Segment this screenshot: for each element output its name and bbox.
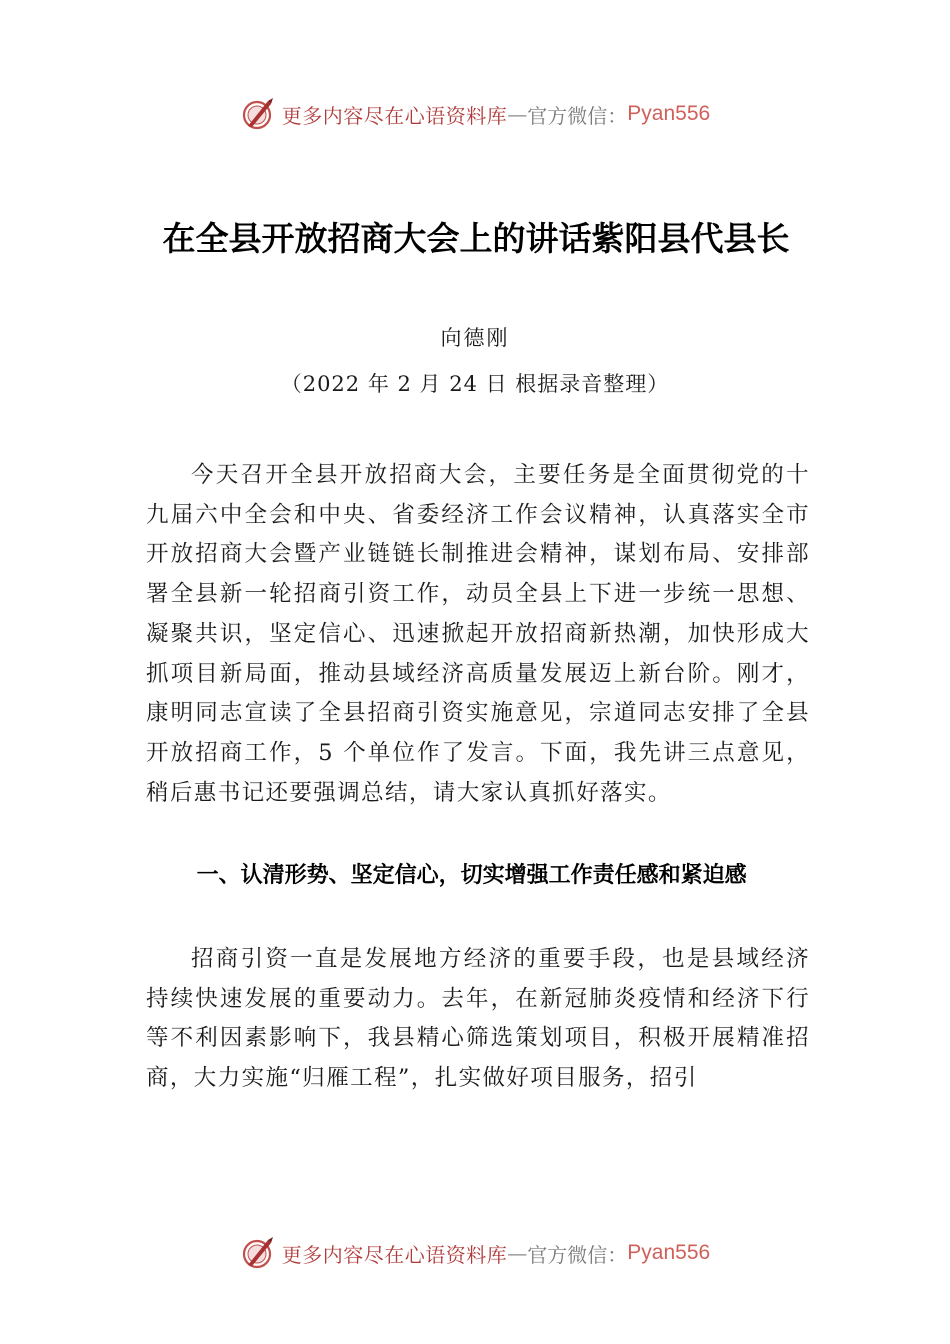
body-paragraph: 招商引资一直是发展地方经济的重要手段，也是县域经济持续快速发展的重要动力。去年，在新冠肺炎疫情和经济下行等不利因素影响下，我县精心筛选策划项目，积极开展精准招商，大力实施“归雁工程”，扎实做好项目服务，招引 [146,946,810,1092]
watermark-wechat-label: 官方微信： [527,103,628,128]
watermark-banner-top [0,94,950,134]
document-title: 在全县开放招商大会上的讲话紫阳县代县长 [162,219,790,258]
watermark-brand-text: 更多内容尽在心语资料库 [281,103,508,128]
watermark-wechat-label: 官方微信： [527,1242,628,1267]
body-paragraph: 今天召开全县开放招商大会，主要任务是全面贯彻党的十九届六中全会和中央、省委经济工作会议精神，认真落实全市开放招商大会暨产业链链长制推进会精神，谋划布局、安排部署全县新一轮招商引资工作，动员全县上下进一步统一思想、凝聚共识，坚定信心、迅速掀起开放招商新热潮，加快形成大抓项目新局面，推动县域经济高质量发展迈上新台阶。刚才，康明同志宣读了全县招商引资实施意见，宗道同志安排了全县开放招商工作，5 个单位作了发言。下面，我先讲三点意见，稍后惠书记还要强调总结，请大家认真抓好落实。 [146,462,810,806]
watermark-separator: — [507,1241,528,1265]
watermark-brand-text: 更多内容尽在心语资料库 [281,1242,508,1267]
document-source-note: （2022 年 2 月 24 日 根据录音整理） [280,372,670,396]
watermark-wechat-id: Pyan556 [627,1241,711,1264]
document-author: 向德刚 [440,326,510,350]
section-heading: 一、认清形势、坚定信心，切实增强工作责任感和紧迫感 [196,863,747,888]
watermark-wechat-id: Pyan556 [627,102,711,125]
watermark-separator: — [507,102,528,126]
quill-pen-logo-icon [240,1235,276,1271]
watermark-banner-bottom [0,1233,950,1273]
quill-pen-logo-icon [240,96,276,132]
